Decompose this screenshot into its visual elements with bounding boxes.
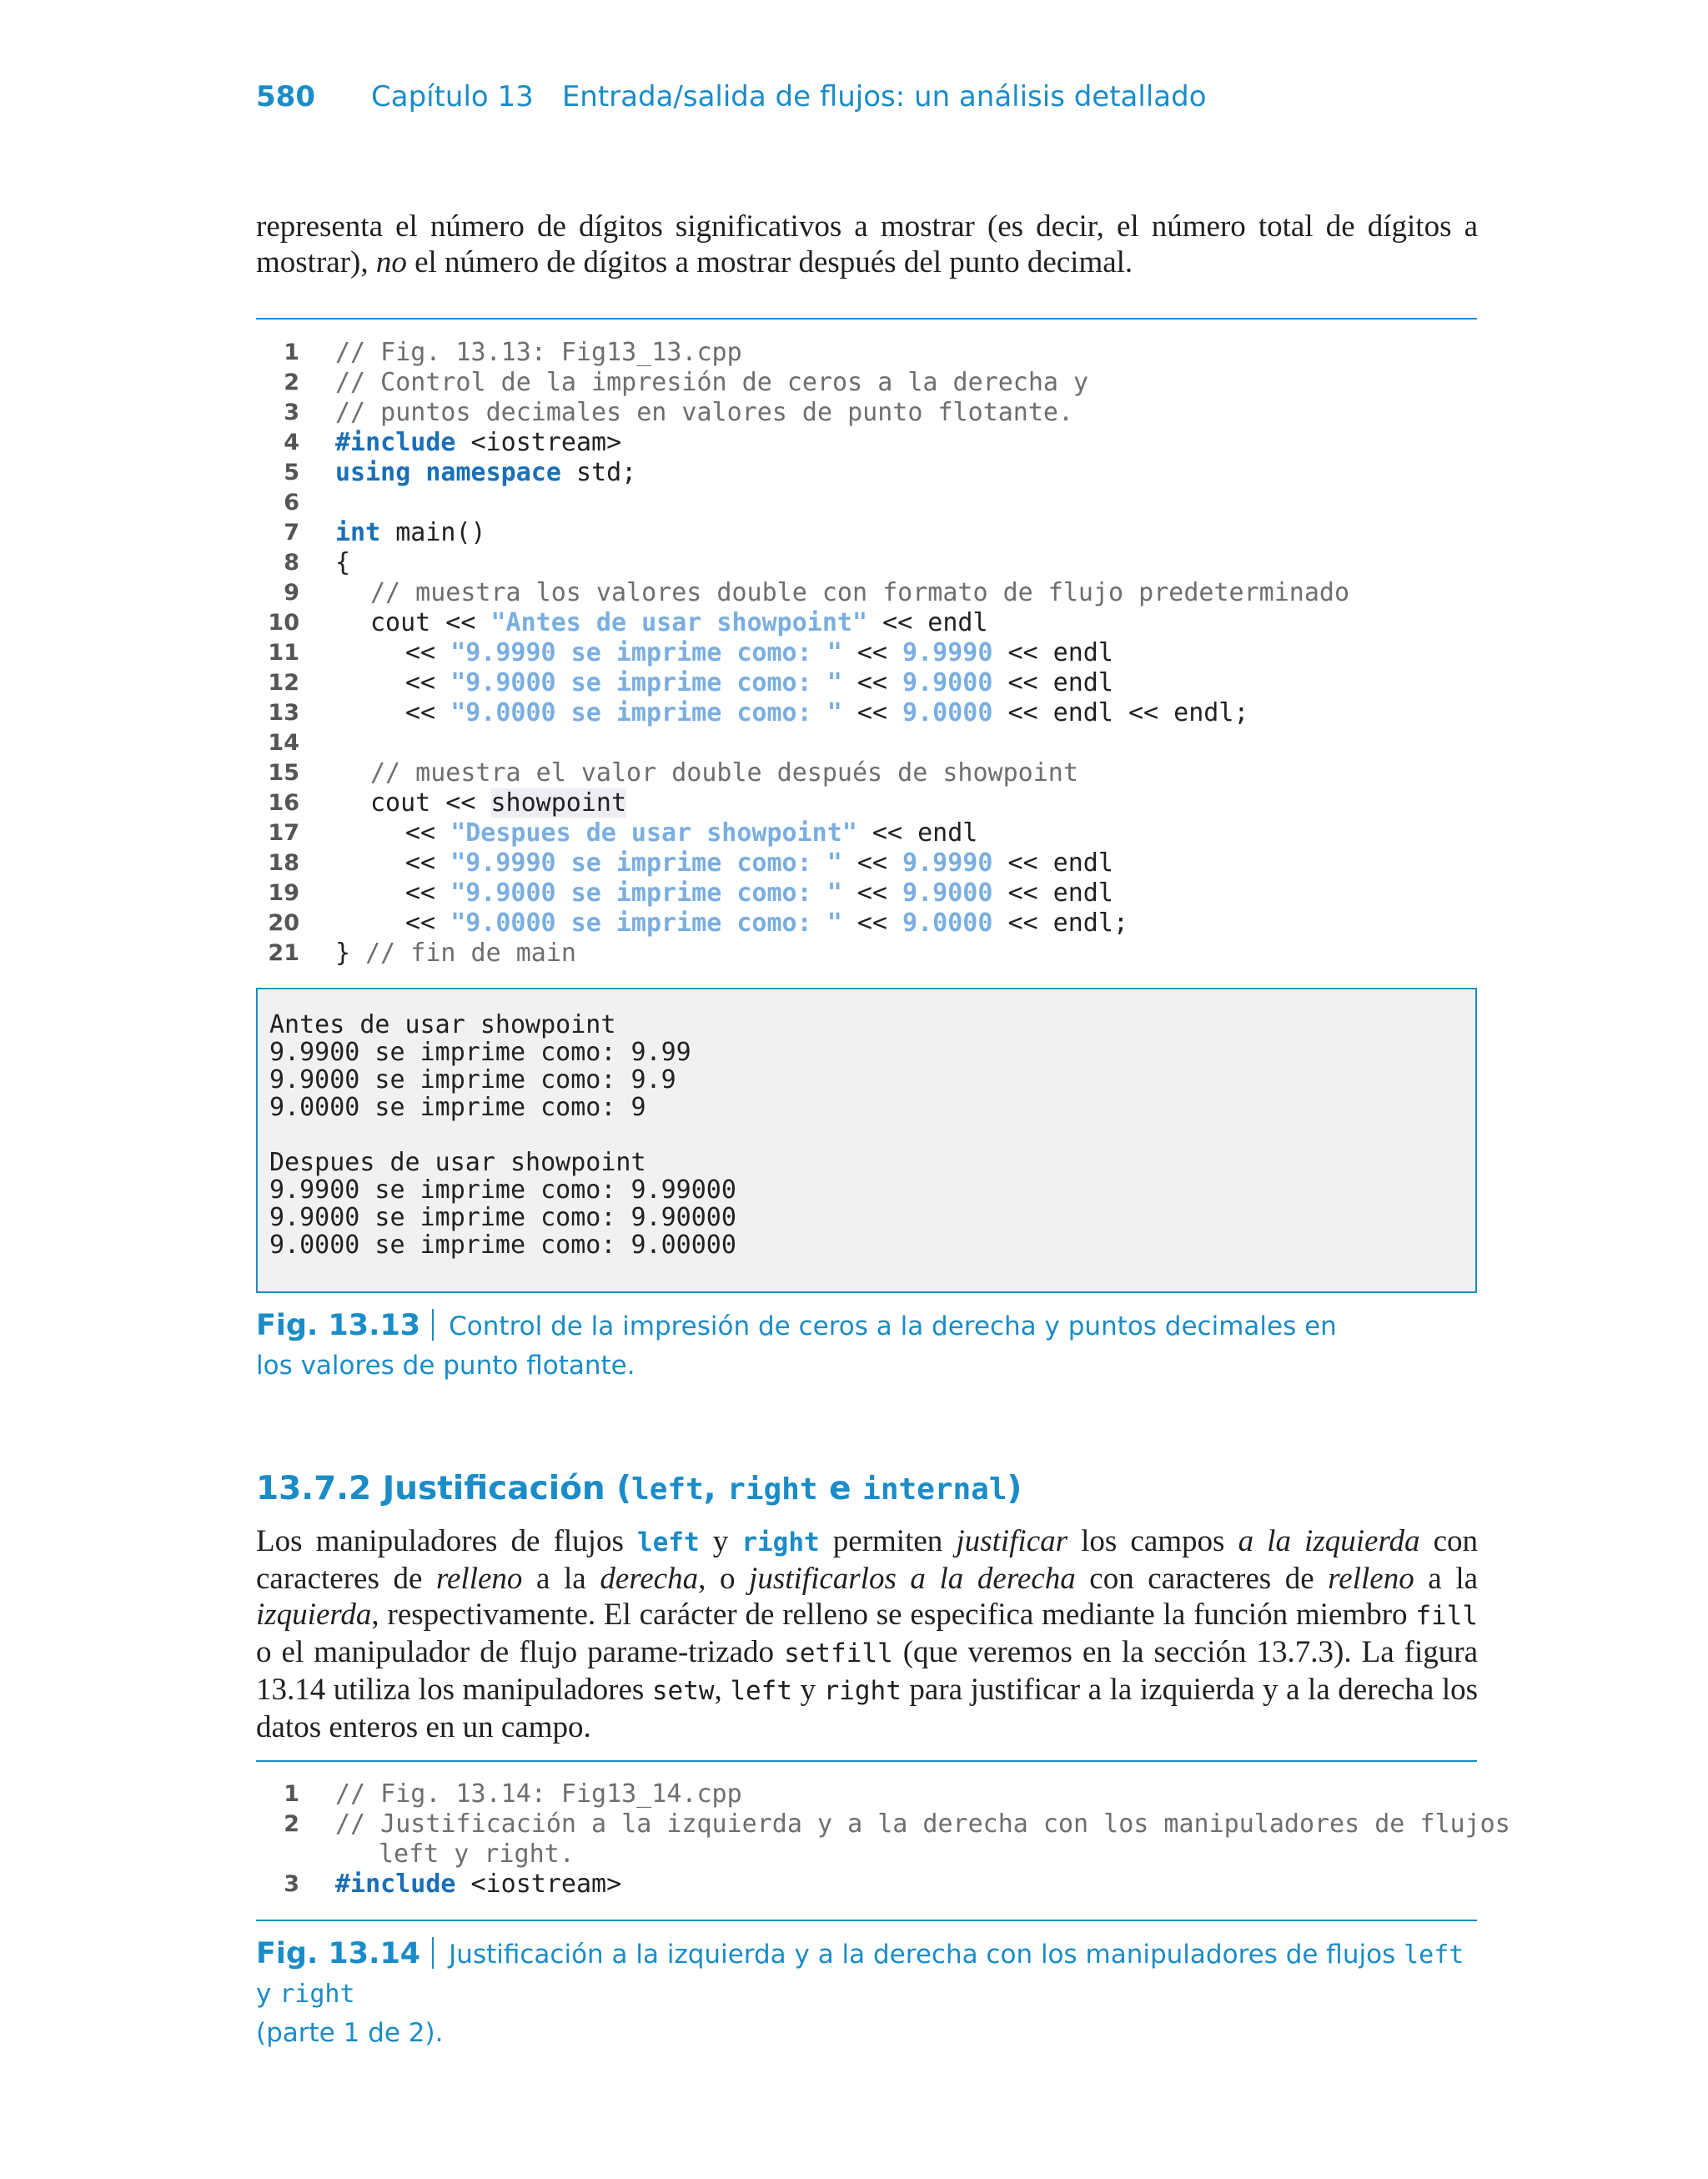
- para-text: , o: [698, 1562, 750, 1596]
- code-text: << endl;: [992, 908, 1128, 938]
- line-number: 1: [284, 340, 299, 365]
- code-text: <<: [841, 848, 903, 878]
- caption-code: left: [1404, 1940, 1464, 1970]
- code-string: "9.0000 se imprime como: ": [450, 698, 842, 727]
- code-keyword: using: [335, 458, 411, 487]
- section-paragraph: [256, 1523, 1478, 1745]
- output-line: 9.0000 se imprime como: 9.00000: [269, 1230, 736, 1260]
- inline-code: left: [730, 1676, 792, 1706]
- code-string: "9.9000 se imprime como: ": [450, 668, 842, 697]
- intro-emphasis: no: [375, 245, 407, 279]
- para-text: o el manipulador de flujo parame-trizado: [256, 1635, 785, 1669]
- code-comment: // puntos decimales en valores de punto flotante.: [335, 398, 1074, 427]
- caption-code: right: [279, 1980, 355, 2009]
- code-number: 9.9990: [902, 848, 993, 878]
- code-keyword: #include: [335, 1870, 456, 1899]
- section-code: internal: [862, 1472, 1007, 1507]
- caption-separator: [432, 1937, 434, 1969]
- code-string: "9.9000 se imprime como: ": [450, 878, 842, 908]
- inline-code: left: [636, 1527, 700, 1558]
- code-text: std;: [560, 458, 637, 487]
- code-text: <<: [841, 698, 903, 727]
- line-number: 11: [268, 640, 299, 666]
- output-line: 9.9000 se imprime como: 9.90000: [269, 1203, 736, 1232]
- section-heading: [256, 1470, 1022, 1507]
- output-line: 9.9000 se imprime como: 9.9: [269, 1065, 676, 1095]
- code-text: <<: [841, 638, 903, 667]
- section-text: ,: [703, 1470, 728, 1507]
- code-text: }: [335, 939, 366, 968]
- line-number: 19: [268, 880, 299, 906]
- output-line: Antes de usar showpoint: [269, 1010, 616, 1039]
- program-output-box: [256, 988, 1477, 1293]
- figure-caption-13-14: [256, 1935, 1478, 2053]
- para-text: con caracteres de: [1075, 1562, 1329, 1596]
- line-number: 1: [284, 1781, 299, 1807]
- code-text: <<: [405, 818, 451, 848]
- code-comment: // Fig. 13.14: Fig13_14.cpp: [335, 1779, 742, 1809]
- para-text: ,: [714, 1673, 731, 1707]
- code-listing-13-14: [256, 1779, 1510, 1900]
- code-string: "Despues de usar showpoint": [450, 818, 857, 848]
- line-number: 3: [284, 400, 299, 425]
- para-text: permiten: [819, 1524, 957, 1558]
- line-number: 6: [284, 490, 299, 516]
- code-keyword: int: [335, 518, 381, 547]
- code-text: <<: [841, 878, 903, 908]
- section-text: ): [1007, 1470, 1022, 1507]
- code-listing-13-13: [256, 338, 1477, 972]
- code-text: <<: [405, 908, 451, 938]
- para-emphasis: relleno: [435, 1562, 523, 1596]
- line-number: 10: [268, 610, 299, 636]
- line-number: 5: [284, 460, 299, 486]
- section-code: left: [631, 1472, 704, 1507]
- para-text: , respectivamente. El carácter de relleno se especifica mediante la función miembro: [371, 1598, 1416, 1632]
- para-text: Los manipuladores de flujos: [256, 1524, 637, 1558]
- code-text: <<: [405, 878, 451, 908]
- line-number: 2: [284, 1811, 299, 1837]
- para-emphasis: relleno: [1328, 1562, 1414, 1596]
- line-number: 7: [284, 520, 299, 546]
- para-emphasis: izquierda: [256, 1598, 372, 1632]
- line-number: 13: [268, 700, 299, 726]
- inline-code: fill: [1415, 1601, 1478, 1631]
- figure-number: Fig. 13.13: [256, 1309, 421, 1342]
- figure-caption-13-13: [256, 1306, 1340, 1386]
- caption-text: Control de la impresión de ceros a la derecha y puntos decimales en los valores de punto flotante.: [256, 1311, 1337, 1381]
- running-head: [256, 80, 1207, 113]
- code-text: <<: [841, 668, 903, 697]
- line-number: 21: [268, 940, 299, 966]
- code-comment: // fin de main: [365, 939, 576, 968]
- inline-code: right: [823, 1676, 902, 1706]
- para-text: (que veremos en la sección 13.7.3). La figura 13.14 utiliza los manipuladores: [256, 1635, 1478, 1707]
- line-number: 20: [268, 910, 299, 936]
- output-line: 9.0000 se imprime como: 9: [269, 1093, 646, 1122]
- para-emphasis: derecha: [600, 1562, 699, 1596]
- highlighted-code: showpoint: [490, 788, 627, 818]
- page-number: 580: [256, 80, 315, 113]
- code-string: "9.9990 se imprime como: ": [450, 638, 842, 667]
- caption-text: Justificación a la izquierda y a la derecha con los manipuladores de flujos: [449, 1940, 1404, 1970]
- para-text: y: [699, 1524, 742, 1558]
- code-string: "9.9990 se imprime como: ": [450, 848, 842, 878]
- inline-code: setfill: [784, 1638, 893, 1668]
- code-string: "Antes de usar showpoint": [490, 608, 868, 637]
- para-text: a la: [522, 1562, 600, 1596]
- line-number: 14: [268, 730, 299, 756]
- code-text: <<: [405, 638, 451, 667]
- line-number: 8: [284, 550, 299, 576]
- chapter-label: Capítulo 13: [371, 80, 534, 113]
- line-number: 15: [268, 760, 299, 786]
- code-comment: // Fig. 13.13: Fig13_13.cpp: [335, 338, 742, 367]
- code-text: << endl: [992, 668, 1113, 697]
- listing-top-rule: [256, 318, 1477, 320]
- code-text: << endl: [867, 608, 988, 637]
- code-comment: left y right.: [379, 1839, 575, 1869]
- code-text: <<: [841, 908, 903, 938]
- section-text: e: [817, 1470, 863, 1507]
- intro-text-2: el número de dígitos a mostrar después del punto decimal.: [406, 245, 1133, 279]
- para-text: con caracteres de: [256, 1524, 1478, 1596]
- listing-bottom-rule: [256, 1920, 1477, 1921]
- code-text: <<: [405, 698, 451, 727]
- caption-text: (parte 1 de 2).: [256, 2018, 444, 2048]
- code-comment: // Justificación a la izquierda y a la derecha con los manipuladores de flujos: [335, 1809, 1510, 1839]
- inline-code: right: [741, 1527, 820, 1558]
- line-number: 9: [284, 580, 299, 606]
- code-text: << endl << endl;: [992, 698, 1249, 727]
- code-string: "9.0000 se imprime como: ": [450, 908, 842, 938]
- intro-paragraph: [256, 209, 1478, 280]
- code-text: <<: [405, 848, 451, 878]
- code-text: main(): [380, 518, 486, 547]
- code-text: <<: [405, 668, 451, 697]
- code-keyword: namespace: [425, 458, 561, 487]
- para-emphasis: justificarlos a la derecha: [749, 1562, 1076, 1596]
- line-number: 17: [268, 820, 299, 846]
- code-number: 9.9000: [902, 878, 993, 908]
- code-comment: // muestra los valores double con formato de flujo predeterminado: [370, 578, 1349, 607]
- code-text: cout <<: [370, 788, 491, 818]
- code-number: 9.9990: [902, 638, 993, 667]
- caption-separator: [432, 1309, 434, 1341]
- line-number: 4: [284, 430, 299, 455]
- code-number: 9.0000: [902, 908, 993, 938]
- line-number: 12: [268, 670, 299, 696]
- section-title: 13.7.2 Justificación (: [256, 1470, 632, 1507]
- code-number: 9.0000: [902, 698, 993, 727]
- figure-number: Fig. 13.14: [256, 1937, 421, 1970]
- code-number: 9.9000: [902, 668, 993, 697]
- output-line: Despues de usar showpoint: [269, 1148, 646, 1177]
- code-keyword: #include: [335, 428, 456, 457]
- inline-code: setw: [651, 1676, 715, 1706]
- para-text: los campos: [1068, 1524, 1238, 1558]
- line-number: 2: [284, 370, 299, 395]
- line-number: 16: [268, 790, 299, 816]
- line-number: 18: [268, 850, 299, 876]
- code-text: <iostream>: [455, 1870, 622, 1899]
- code-comment: // muestra el valor double después de showpoint: [370, 758, 1078, 788]
- code-text: cout <<: [370, 608, 491, 637]
- para-text: y: [791, 1673, 824, 1707]
- para-text: a la: [1414, 1562, 1479, 1596]
- output-line: 9.9900 se imprime como: 9.99000: [269, 1175, 736, 1205]
- para-emphasis: justificar: [956, 1524, 1068, 1558]
- para-text: para justificar a la izquierda y a la derecha los datos enteros en un campo.: [256, 1673, 1479, 1744]
- section-code: right: [727, 1472, 818, 1507]
- code-text: << endl: [857, 818, 978, 848]
- para-emphasis: a la izquierda: [1238, 1524, 1420, 1558]
- chapter-title: Entrada/salida de flujos: un análisis detallado: [561, 80, 1207, 113]
- code-text: << endl: [992, 848, 1113, 878]
- code-comment: // Control de la impresión de ceros a la derecha y: [335, 368, 1089, 397]
- code-text: << endl: [992, 878, 1113, 908]
- listing-top-rule: [256, 1760, 1477, 1762]
- intro-text-1: representa el número de dígitos significativos a mostrar (es decir, el número total de dígitos a mostrar),: [256, 209, 1478, 279]
- code-text: << endl: [992, 638, 1113, 667]
- code-text: <iostream>: [455, 428, 622, 457]
- caption-text: y: [256, 1979, 280, 2009]
- code-text: {: [335, 548, 351, 577]
- line-number: 3: [284, 1871, 299, 1897]
- output-line: 9.9900 se imprime como: 9.99: [269, 1038, 691, 1067]
